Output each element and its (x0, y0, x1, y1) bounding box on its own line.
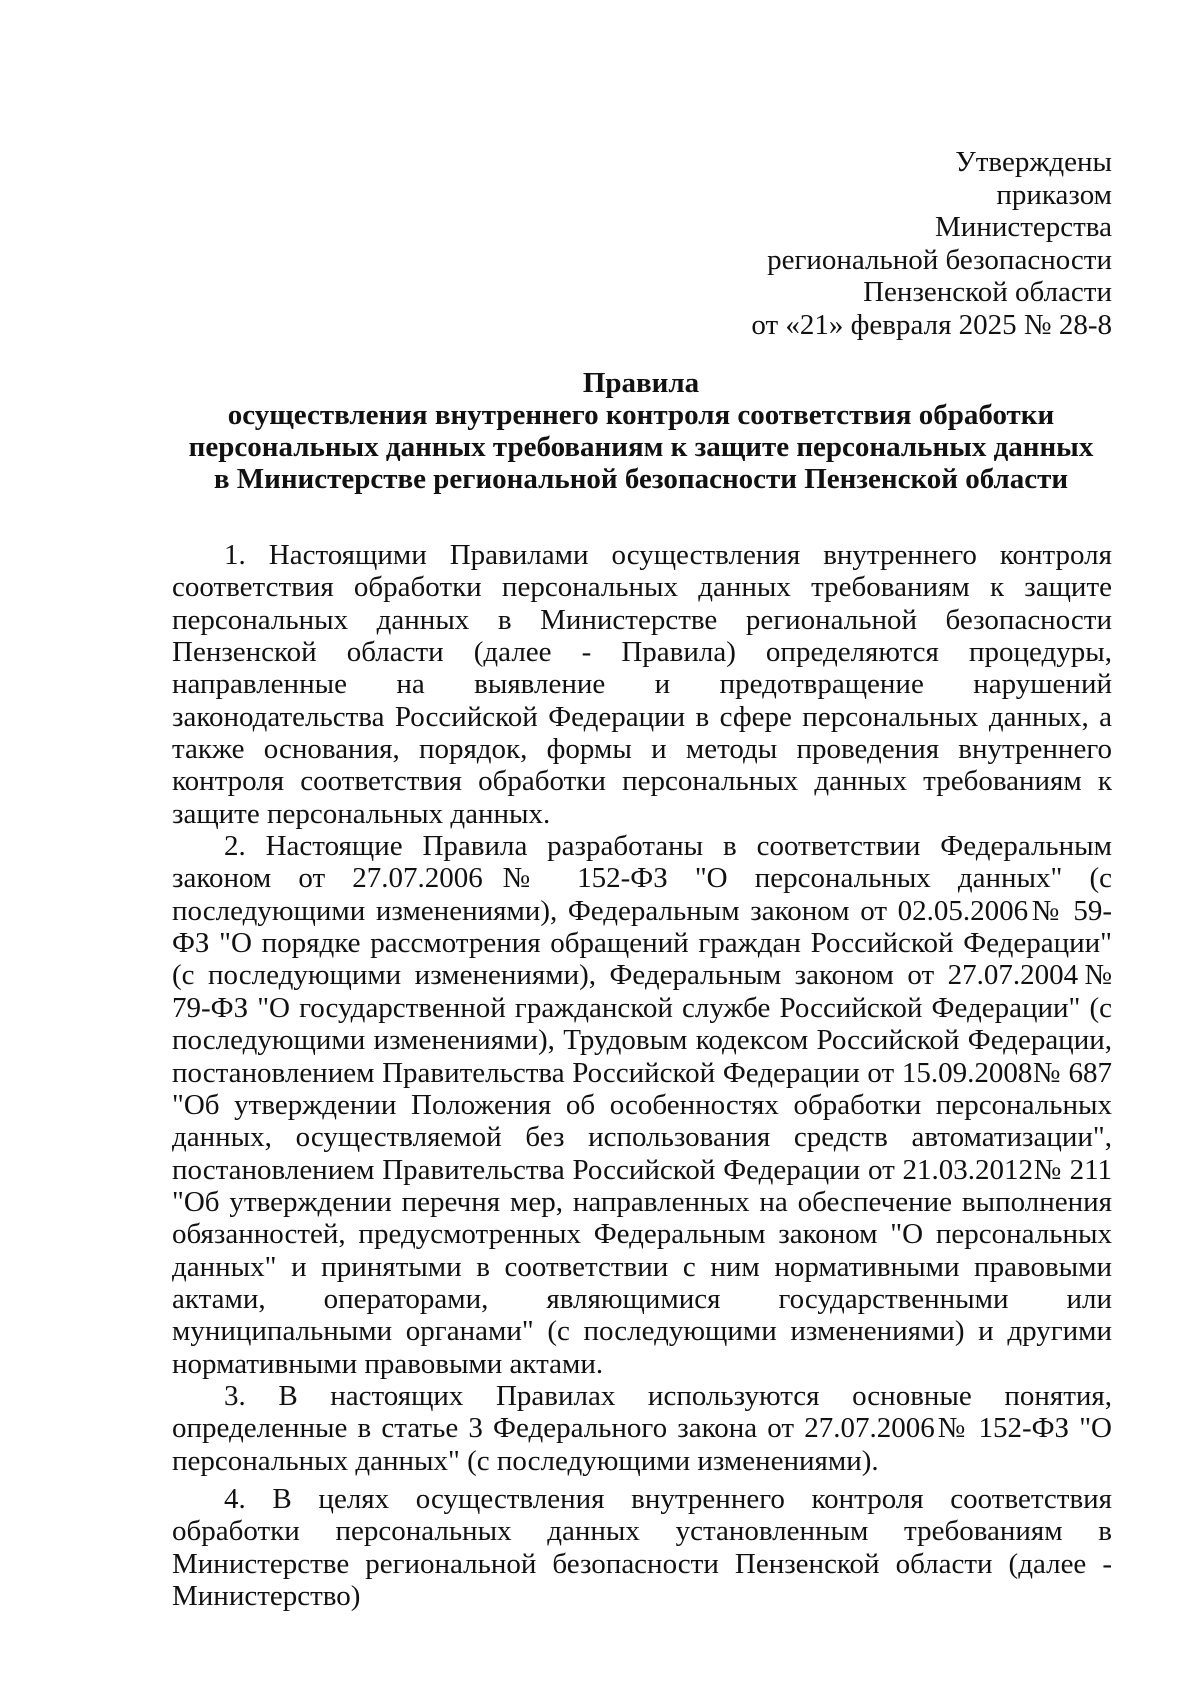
document-title (170, 367, 1112, 495)
approval-line-3: Министерства (935, 211, 1112, 243)
paragraph-4: 4. В целях осуществления внутреннего контроля соответствия обработки персональных данных установленным требованиям в Министерстве региональной безопасности Пензенской области (далее - Министерство) (172, 1482, 1112, 1612)
approval-line-1: Утверждены (955, 146, 1112, 178)
title-heading: Правила (582, 367, 700, 399)
approval-stamp (612, 146, 1112, 341)
paragraph-1: 1. Настоящими Правилами осуществления внутреннего контроля соответствия обработки персональных данных требованиям к защите персональных данных в Министерстве региональной безопасности Пензенской области (далее - Правила) определяются процедуры, направленные на выявление и предотвращение нарушений законодательства Российской Федерации в сфере персональных данных, а также основания, порядок, формы и методы проведения внутреннего контроля соответствия обработки персональных данных требованиям к защите персональных данных. (172, 539, 1112, 830)
title-line-1: осуществления внутреннего контроля соответствия обработки (227, 399, 1055, 431)
paragraph-3: 3. В настоящих Правилах используются основные понятия, определенные в статье 3 Федерального закона от 27.07.2006№ 152-ФЗ "О персональных данных" (с последующими изменениями). (172, 1379, 1112, 1477)
document-body (172, 539, 1112, 1612)
title-line-2: персональных данных требованиям к защите персональных данных (188, 431, 1094, 463)
approval-line-6: от «21» февраля 2025 № 28-8 (751, 308, 1112, 341)
approval-line-5: Пензенской области (863, 276, 1112, 308)
paragraph-2: 2. Настоящие Правила разработаны в соответствии Федеральным законом от 27.07.2006№ 152-ФЗ "О персональных данных" (с последующими изменениями), Федеральным законом от 02.05.2006№ 59-ФЗ "О порядке рассмотрения обращений граждан Российской Федерации" (с последующими изменениями), Федеральным законом от 27.07.2004№ 79-ФЗ "О государственной гражданской службе Российской Федерации" (с последующими изменениями), Трудовым кодексом Российской Федерации, постановлением Правительства Российской Федерации от 15.09.2008№ 687 "Об утверждении Положения об особенностях обработки персональных данных, осуществляемой без использования средств автоматизации", постановлением Правительства Российской Федерации от 21.03.2012№ 211 "Об утверждении перечня мер, направленных на обеспечение выполнения обязанностей, предусмотренных Федеральным законом "О персональных данных" и принятыми в соответствии с ним нормативными правовыми актами, операторами, являющимися государственными или муниципальными органами" (с последующими изменениями) и другими нормативными правовыми актами. (172, 830, 1112, 1380)
approval-line-2: приказом (996, 178, 1112, 211)
approval-line-4: региональной безопасности (767, 243, 1112, 276)
title-line-3: в Министерстве региональной безопасности Пензенской области (213, 463, 1069, 495)
